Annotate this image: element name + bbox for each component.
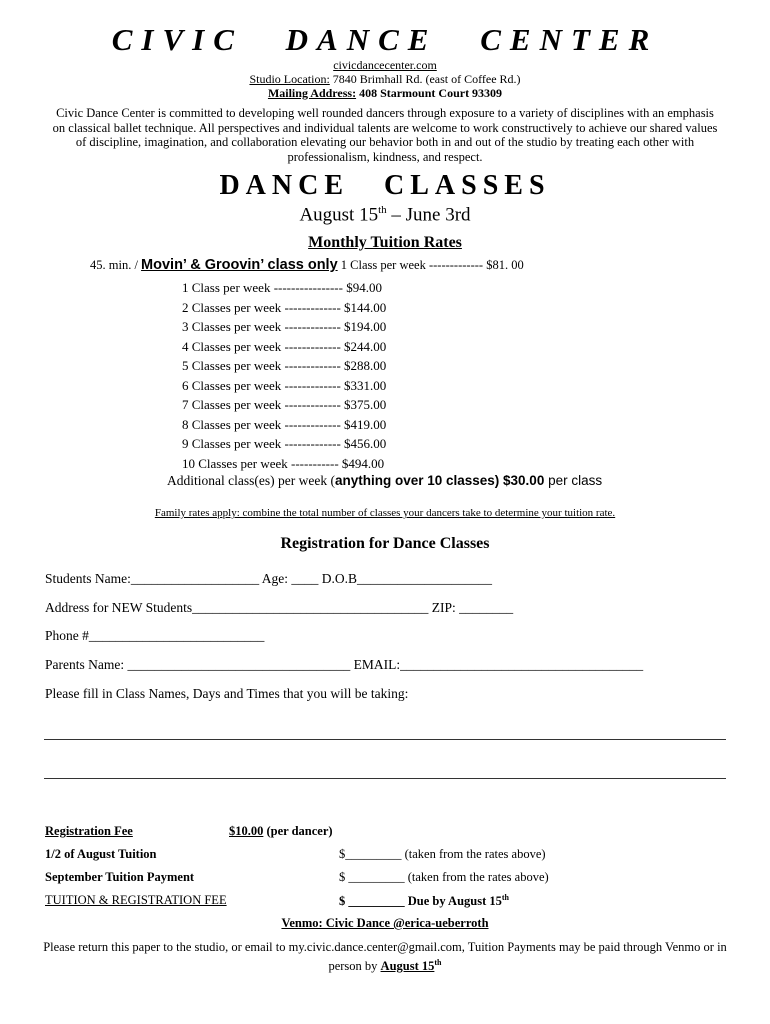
- movin-price: 1 Class per week ------------- $81. 00: [340, 258, 524, 272]
- movin-prefix: 45. min. /: [90, 258, 138, 272]
- studio-title: CIVIC DANCE CENTER: [111, 22, 659, 57]
- half-august-field[interactable]: $_________ (taken from the rates above): [339, 847, 546, 861]
- studio-location-label: Studio Location:: [249, 72, 330, 86]
- mailing-address-label: Mailing Address:: [267, 86, 357, 100]
- class-entry-line-1[interactable]: [44, 739, 726, 740]
- tuition-rates-heading: Monthly Tuition Rates: [308, 234, 462, 251]
- venmo-handle: Venmo: Civic Dance @erica-ueberroth: [281, 916, 489, 930]
- dates-end: – June 3rd: [386, 204, 471, 226]
- rate-row: 2 Classes per week ------------- $144.00: [182, 299, 387, 315]
- registration-fee-value: [229, 824, 333, 839]
- additional-class-rate: [167, 473, 602, 489]
- classes-prompt: Please fill in Class Names, Days and Times that you will be taking:: [45, 686, 409, 701]
- total-fee-field[interactable]: [339, 893, 509, 909]
- rate-row: 1 Class per week ---------------- $94.00: [182, 280, 382, 295]
- registration-heading: Registration for Dance Classes: [280, 535, 490, 552]
- rate-row: 7 Classes per week ------------- $375.00: [182, 397, 387, 412]
- total-fee-label: TUITION & REGISTRATION FEE: [45, 893, 227, 907]
- rate-row: 3 Classes per week ------------- $194.00: [182, 319, 387, 334]
- registration-fee-note: (per dancer): [263, 824, 333, 838]
- phone-field[interactable]: Phone #__________________________: [45, 628, 265, 643]
- additional-suffix: per class: [544, 473, 603, 488]
- students-name-field[interactable]: Students Name:___________________ Age: ____ D.O.B____________________: [45, 571, 492, 586]
- parents-email-field[interactable]: Parents Name: _________________________________ EMAIL:____________________________________: [45, 657, 644, 672]
- rate-row: 4 Classes per week ------------- $244.00: [182, 338, 387, 354]
- return-due-sup: th: [434, 958, 442, 967]
- additional-bold: anything over 10 classes) $30.00: [334, 473, 545, 488]
- total-fee-sup: th: [501, 893, 509, 902]
- movin-groovin-rate: [90, 257, 524, 273]
- rate-row: 9 Classes per week ------------- $456.00: [182, 436, 387, 451]
- registration-fee-amount: $10.00: [229, 824, 264, 838]
- mailing-address-value: 408 Starmount Court 93309: [359, 86, 503, 100]
- return-text: Please return this paper to the studio, or email to my.civic.dance.center@gmail.com, Tuition Payments may be paid through Venmo or in person by: [43, 940, 727, 974]
- additional-prefix: Additional class(es) per week (: [167, 473, 335, 488]
- studio-location: [0, 72, 770, 87]
- half-august-label: 1/2 of August Tuition: [45, 847, 157, 861]
- dance-classes-heading: DANCE CLASSES: [219, 170, 551, 201]
- movin-class-name: Movin’ & Groovin’ class only: [141, 257, 338, 273]
- rate-row: 6 Classes per week ------------- $331.00: [182, 377, 387, 393]
- studio-location-value: 7840 Brimhall Rd. (east of Coffee Rd.): [332, 72, 521, 86]
- total-fee-value: $ _________ Due by August 15: [339, 894, 502, 909]
- dates-start: August 15: [299, 204, 379, 226]
- september-field[interactable]: $ _________ (taken from the rates above): [339, 870, 549, 884]
- mission-statement: Civic Dance Center is committed to developing well rounded dancers through exposure to a variety of disciplines with an emphasis on classical ballet technique. All perspectives and individual talents are welcome to work constructively to achieve our shared values of discipline, imagination, and collaboration elevating our behavior both in and out of the studio by treating each other with professionalism, kindness, and respect.: [52, 106, 718, 164]
- return-due-date: August 15: [380, 959, 435, 974]
- september-label: September Tuition Payment: [45, 870, 195, 884]
- mailing-address: [0, 86, 770, 101]
- family-rates-note: Family rates apply: combine the total number of classes your dancers take to determine your tuition rate.: [154, 507, 616, 519]
- class-entry-line-2[interactable]: [44, 778, 726, 779]
- rate-row: 5 Classes per week ------------- $288.00: [182, 358, 387, 373]
- return-instructions: [40, 939, 730, 974]
- registration-fee-label: Registration Fee: [45, 824, 133, 838]
- session-dates: [0, 204, 770, 226]
- dates-start-sup: th: [378, 204, 387, 216]
- rate-row: 10 Classes per week ----------- $494.00: [182, 455, 385, 471]
- rate-row: 8 Classes per week ------------- $419.00: [182, 416, 387, 432]
- address-field[interactable]: Address for NEW Students___________________________________ ZIP: ________: [45, 600, 514, 615]
- website-link[interactable]: civicdancecenter.com: [333, 58, 437, 72]
